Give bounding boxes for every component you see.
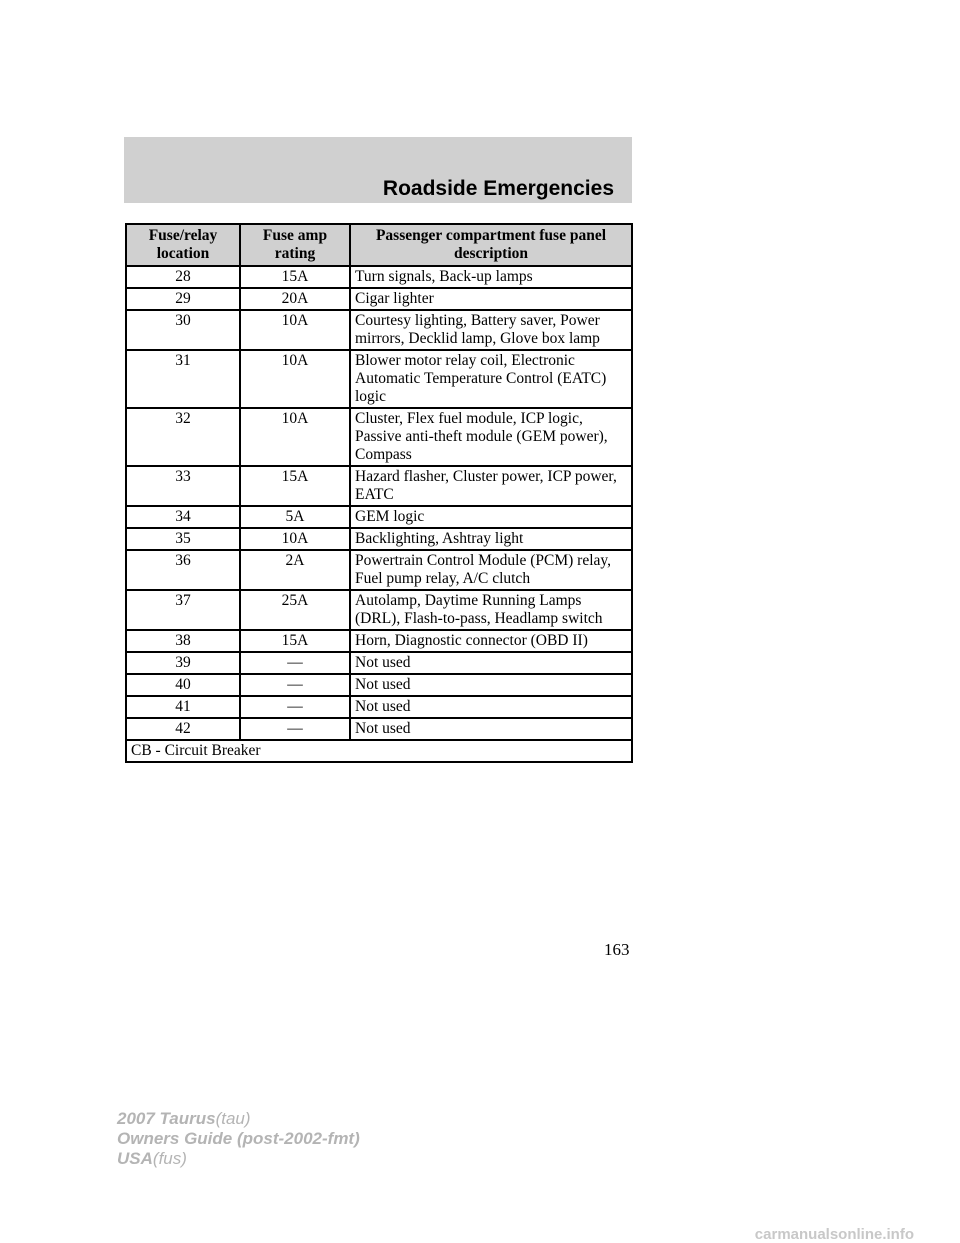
table-row <box>126 652 632 674</box>
table-row <box>126 674 632 696</box>
footer-line-2 <box>117 1129 360 1149</box>
fuse-location-cell: 35 <box>126 528 240 550</box>
fuse-rating-cell: 20A <box>240 288 350 310</box>
fuse-description-cell: Powertrain Control Module (PCM) relay, Fuel pump relay, A/C clutch <box>350 550 632 590</box>
fuse-description-cell: Autolamp, Daytime Running Lamps (DRL), Flash-to-pass, Headlamp switch <box>350 590 632 630</box>
table-row <box>126 718 632 740</box>
fuse-description-cell: Not used <box>350 652 632 674</box>
table-footnote-row <box>126 740 632 762</box>
section-title: Roadside Emergencies <box>382 177 614 200</box>
fuse-rating-cell: 2A <box>240 550 350 590</box>
fuse-location-cell: 30 <box>126 310 240 350</box>
fuse-location-cell: 38 <box>126 630 240 652</box>
fuse-table <box>125 223 633 763</box>
footer-market-code: (fus) <box>152 1149 187 1168</box>
fuse-rating-cell: 10A <box>240 528 350 550</box>
footer-market: USA <box>117 1149 153 1168</box>
fuse-description-cell: Hazard flasher, Cluster power, ICP power, EATC <box>350 466 632 506</box>
fuse-rating-cell: 15A <box>240 266 350 288</box>
section-header-band <box>124 137 632 203</box>
footer-line-1 <box>117 1109 360 1129</box>
table-header-row <box>126 224 632 266</box>
footer-model: 2007 Taurus <box>117 1109 216 1128</box>
fuse-rating-cell: — <box>240 652 350 674</box>
watermark: carmanualsonline.info <box>754 1226 914 1243</box>
table-row <box>126 506 632 528</box>
fuse-rating-cell: 10A <box>240 310 350 350</box>
table-row <box>126 408 632 466</box>
fuse-location-cell: 33 <box>126 466 240 506</box>
fuse-rating-cell: — <box>240 674 350 696</box>
fuse-description-cell: Horn, Diagnostic connector (OBD II) <box>350 630 632 652</box>
fuse-description-cell: Blower motor relay coil, Electronic Automatic Temperature Control (EATC) logic <box>350 350 632 408</box>
fuse-description-cell: Not used <box>350 718 632 740</box>
fuse-rating-cell: 15A <box>240 466 350 506</box>
fuse-location-cell: 28 <box>126 266 240 288</box>
fuse-location-cell: 37 <box>126 590 240 630</box>
table-row <box>126 528 632 550</box>
fuse-rating-cell: 10A <box>240 408 350 466</box>
fuse-location-cell: 31 <box>126 350 240 408</box>
footer-guide: Owners Guide (post-2002-fmt) <box>117 1129 360 1148</box>
fuse-description-cell: Cigar lighter <box>350 288 632 310</box>
fuse-location-cell: 36 <box>126 550 240 590</box>
fuse-rating-cell: 10A <box>240 350 350 408</box>
table-footnote: CB - Circuit Breaker <box>126 740 632 762</box>
fuse-rating-cell: — <box>240 696 350 718</box>
page-number: 163 <box>604 940 630 959</box>
fuse-description-cell: Not used <box>350 674 632 696</box>
fuse-description-cell: GEM logic <box>350 506 632 528</box>
fuse-location-cell: 29 <box>126 288 240 310</box>
table-row <box>126 630 632 652</box>
table-row <box>126 310 632 350</box>
table-body <box>126 266 632 762</box>
fuse-description-cell: Backlighting, Ashtray light <box>350 528 632 550</box>
footer-model-code: (tau) <box>215 1109 251 1128</box>
table-row <box>126 266 632 288</box>
fuse-description-cell: Not used <box>350 696 632 718</box>
document-footer <box>117 1109 360 1169</box>
column-header-rating: Fuse amp rating <box>240 224 350 266</box>
fuse-description-cell: Turn signals, Back-up lamps <box>350 266 632 288</box>
table-row <box>126 696 632 718</box>
column-header-location: Fuse/relay location <box>126 224 240 266</box>
fuse-location-cell: 34 <box>126 506 240 528</box>
fuse-location-cell: 40 <box>126 674 240 696</box>
fuse-rating-cell: 25A <box>240 590 350 630</box>
fuse-description-cell: Courtesy lighting, Battery saver, Power mirrors, Decklid lamp, Glove box lamp <box>350 310 632 350</box>
table-row <box>126 350 632 408</box>
fuse-rating-cell: 15A <box>240 630 350 652</box>
footer-line-3 <box>117 1149 360 1169</box>
fuse-location-cell: 42 <box>126 718 240 740</box>
fuse-description-cell: Cluster, Flex fuel module, ICP logic, Passive anti-theft module (GEM power), Compass <box>350 408 632 466</box>
fuse-location-cell: 41 <box>126 696 240 718</box>
fuse-location-cell: 39 <box>126 652 240 674</box>
fuse-rating-cell: 5A <box>240 506 350 528</box>
table-row <box>126 550 632 590</box>
fuse-rating-cell: — <box>240 718 350 740</box>
table-row <box>126 590 632 630</box>
table-row <box>126 288 632 310</box>
table-row <box>126 466 632 506</box>
fuse-location-cell: 32 <box>126 408 240 466</box>
column-header-description: Passenger compartment fuse panel description <box>350 224 632 266</box>
